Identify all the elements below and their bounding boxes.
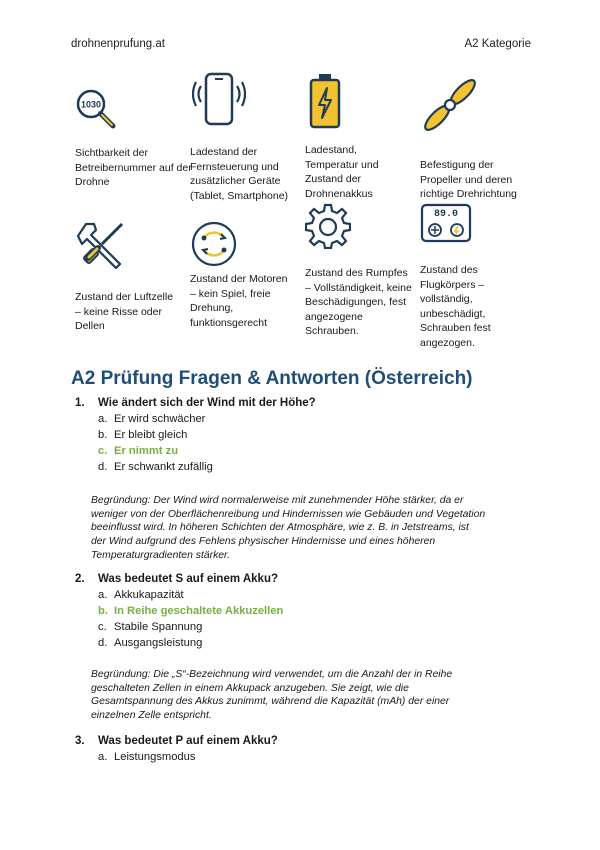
gear-icon: [305, 203, 351, 249]
battery-lightning-icon: [308, 72, 342, 130]
answer-option: c. Stabile Spannung: [98, 621, 203, 633]
question-number: 3.: [75, 735, 85, 747]
propeller-icon: [420, 72, 480, 138]
smartphone-signal-icon: [192, 72, 246, 128]
magnifier-1030-icon: [74, 87, 118, 131]
question-text: Was bedeutet S auf einem Akku?: [98, 573, 278, 585]
reason-text: Begründung: Der Wind wird normalerweise mit zunehmender Höhe stärker, da er weniger von der Oberflächenreibung und Hindernissen wie Gebäuden und Vegetation beeinflusst wird. In höheren Schichten der Atmosphäre, wie z. B. in Jetstreams, ist der Wind aufgrund des Fehlens physischer Hindernisse und eines höheren Temperaturgradienten stärker.: [91, 495, 486, 561]
reason-text: Begründung: Die „S“-Bezeichnung wird verwendet, um die Anzahl der in Reihe geschalteten Zellen in einem Akkupack anzugeben. Sie zeigt, wie die Gesamtspannung des Akkus zunimmt, während die Kapazität (mAh) der einer einzelnen Zelle entspricht.: [91, 669, 453, 722]
site-name: drohnenprufung.at: [71, 38, 165, 50]
answer-option: b. Er bleibt gleich: [98, 429, 188, 441]
caption-battery-status: Ladestand, Temperatur und Zustand der Drohnenakkus: [305, 144, 379, 200]
question-3: [75, 735, 278, 747]
control-panel-icon: [420, 203, 472, 243]
question-text: Wie ändert sich der Wind mit der Höhe?: [98, 397, 316, 409]
question-text: Was bedeutet P auf einem Akku?: [98, 735, 278, 747]
caption-airframe: Zustand der Luftzelle – keine Risse oder Dellen: [75, 291, 174, 332]
control-panel-display: 89.0: [433, 209, 459, 220]
category-label: A2 Kategorie: [464, 38, 531, 50]
caption-propeller: Befestigung der Propeller und deren richtige Drehrichtung: [420, 159, 517, 200]
page-title: A2 Prüfung Fragen & Antworten (Österreich): [71, 368, 473, 389]
answer-option: a. Er wird schwächer: [98, 413, 206, 425]
answer-option: a. Akkukapazität: [98, 589, 184, 601]
answer-option-correct: c. Er nimmt zu: [98, 445, 179, 457]
question-number: 1.: [75, 397, 85, 409]
caption-aircraft-body: Zustand des Flugkörpers – vollständig, unbeschädigt, Schrauben fest angezogen.: [420, 264, 491, 349]
caption-operator-number: Sichtbarkeit der Betreibernummer auf der Drohne: [75, 147, 192, 188]
magnifier-badge: 1030: [80, 99, 102, 110]
caption-motors: Zustand der Motoren – kein Spiel, freie Drehung, funktionsgerecht: [190, 273, 288, 329]
wrench-screwdriver-icon: [76, 218, 130, 272]
answer-option: a. Leistungsmodus: [98, 751, 196, 763]
answer-option: d. Ausgangsleistung: [98, 637, 203, 649]
question-2: [75, 573, 278, 585]
question-1: [75, 397, 316, 409]
caption-remote-charge: Ladestand der Fernsteuerung und zusätzlicher Geräte (Tablet, Smartphone): [190, 146, 289, 202]
motor-rotation-icon: [190, 220, 238, 268]
answer-option: d. Er schwankt zufällig: [98, 461, 213, 473]
caption-fuselage: Zustand des Rumpfes – Vollständigkeit, keine Beschädigungen, fest angezogene Schrauben.: [305, 267, 412, 337]
question-number: 2.: [75, 573, 85, 585]
answer-option-correct: b. In Reihe geschaltete Akkuzellen: [98, 605, 284, 617]
